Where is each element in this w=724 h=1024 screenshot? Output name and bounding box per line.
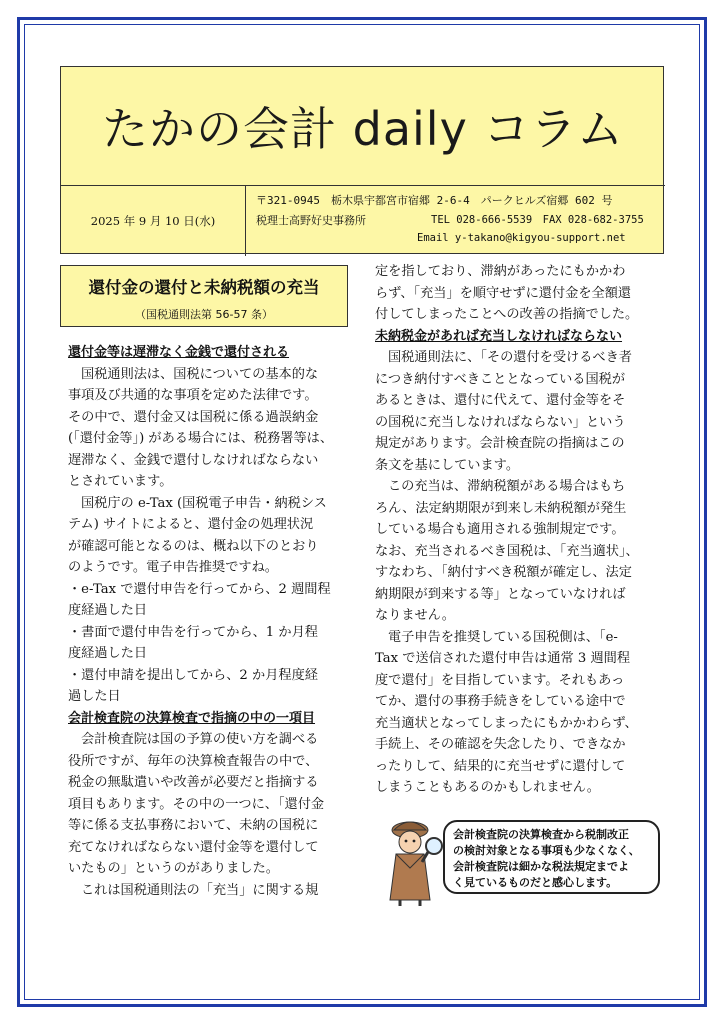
body-line: 項目もあります。その中の一つに、「還付金 — [68, 796, 325, 812]
right-column — [375, 261, 660, 799]
body-line: している場合も適用される強制規定です。 — [375, 522, 625, 537]
body-line: につき納付すべきこととなっている国税が — [375, 371, 626, 387]
body-line: が確認可能となるのは、概ね以下のとおり — [68, 538, 319, 554]
body-line: 充てなければならない還付金等を還付して — [68, 839, 319, 855]
body-line: 事項及び共通的な事項を定めた法律です。 — [68, 388, 318, 403]
body-line: その中で、還付金又は国税に係る過誤納金 — [68, 409, 319, 425]
body-line: この充当は、滞納税額がある場合はもち — [388, 479, 626, 494]
office-name: 税理士高野好史事務所 — [256, 214, 366, 227]
body-line: Tax で送信された還付申告は通常 3 週間程 — [375, 651, 631, 666]
left-column — [68, 342, 352, 901]
body-line: 定を指しており、滞納があったにもかかわ — [375, 264, 626, 279]
article-subtitle: （国税通則法第 56-57 条） — [135, 308, 273, 321]
body-line: 税金の無駄遣いや改善が必要だと指摘する — [68, 775, 319, 790]
body-line: 度経過した日 — [68, 646, 148, 661]
body-line: しまうこともあるのかもしれません。 — [375, 780, 600, 795]
speech-bubble-line: 会計検査院は細かな税法規定までよ — [453, 860, 629, 873]
body-line: ったりして、結果的に充当せずに還付して — [375, 758, 626, 774]
body-line: てか、還付の事務手続きをしている途中で — [375, 694, 626, 709]
speech-bubble-line: 会計検査院の決算検査から税制改正 — [453, 828, 629, 841]
office-address: 〒321-0945 栃木県宇都宮市宿郷 2-6-4 パークヒルズ宿郷 602 号 — [256, 194, 613, 207]
body-line: これは国税通則法の「充当」に関する規 — [81, 882, 319, 898]
body-line: 国税通則法に、「その還付を受けるべき者 — [388, 350, 632, 365]
body-line: ・還付申請を提出してから、2 か月程度経 — [68, 667, 318, 683]
body-line: ろん、法定納期限が到来し未納税額が発生 — [375, 500, 627, 516]
section-heading: 未納税金があれば充当しなければならない — [375, 328, 623, 344]
body-line: 規定があります。会計検査院の指摘はこの — [375, 436, 625, 451]
body-line: なりません。 — [375, 608, 455, 623]
body-line: の国税に充当しなければならない」という — [375, 414, 626, 430]
body-line: とされています。 — [68, 474, 173, 489]
section-heading: 会計検査院の決算検査で指摘の中の一項目 — [68, 710, 316, 726]
body-line: 度経過した日 — [68, 603, 148, 618]
article-title-box — [60, 265, 348, 327]
body-line: いたもの」というのがありました。 — [68, 861, 279, 876]
speech-bubble-line: の検討対象となる事項も少なくなく、 — [453, 844, 640, 857]
body-line: 充当適状となってしまったにもかかわらず、 — [375, 715, 638, 731]
newsletter-title: たかの会計 daily コラム — [102, 102, 624, 156]
body-line: 付してしまったことへの改善の指摘でした。 — [375, 307, 639, 322]
body-line: ・書面で還付申告を行ってから、1 か月程 — [68, 624, 318, 640]
body-line: 納期限が到来する等」となっていなければ — [375, 586, 626, 602]
body-line: 国税庁の e-Tax (国税電子申告・納税シス — [81, 495, 327, 511]
body-line: ・e-Tax で還付申告を行ってから、2 週間程 — [68, 581, 331, 597]
speech-bubble — [443, 820, 660, 894]
body-line: 国税通則法は、国税についての基本的な — [81, 366, 319, 382]
body-line: あるときは、還付に代えて、還付金等をそ — [375, 393, 626, 408]
body-line: 度で還付」を目指しています。それもあっ — [375, 672, 625, 688]
body-line: のようです。電子申告推奨ですね。 — [68, 560, 278, 575]
body-line: 遅滞なく、金銭で還付しなければならない — [68, 452, 319, 468]
body-line: らず、「充当」を順守せずに還付金を全額還 — [375, 285, 632, 301]
body-line: 手続上、その確認を失念したり、できなか — [375, 737, 626, 752]
issue-date: 2025 年 9 月 10 日(水) — [61, 186, 246, 256]
body-line: 電子申告を推奨している国税側は、「e- — [388, 629, 618, 645]
office-tel-fax: TEL 028-666-5539 FAX 028-682-3755 — [431, 214, 644, 226]
body-line: 条文を基にしています。 — [375, 457, 520, 473]
masthead — [60, 66, 664, 254]
body-line: 過した日 — [68, 689, 121, 704]
body-line: 等に係る支払事務において、未納の国税に — [68, 818, 319, 833]
body-line: なお、充当されるべき国税は、「充当適状」、 — [375, 543, 639, 559]
body-line: 会計検査院は国の予算の使い方を調べる — [81, 732, 319, 747]
section-heading: 還付金等は遅滞なく金銭で還付される — [68, 345, 290, 360]
masthead-info-row — [61, 185, 665, 255]
body-line: テム) サイトによると、還付金の処理状況 — [68, 517, 314, 532]
speech-bubble-line: く見ているものだと感心します。 — [453, 876, 618, 889]
body-line: 役所ですが、毎年の決算検査報告の中で、 — [68, 753, 319, 769]
detective-illustration — [380, 812, 446, 908]
office-email: Email y-takano@kigyou-support.net — [417, 232, 626, 244]
body-line: (「還付金等」) がある場合には、税務署等は、 — [68, 431, 334, 446]
body-line: すなわち、「納付すべき税額が確定し、法定 — [375, 565, 632, 580]
article-title: 還付金の還付と未納税額の充当 — [88, 278, 320, 297]
